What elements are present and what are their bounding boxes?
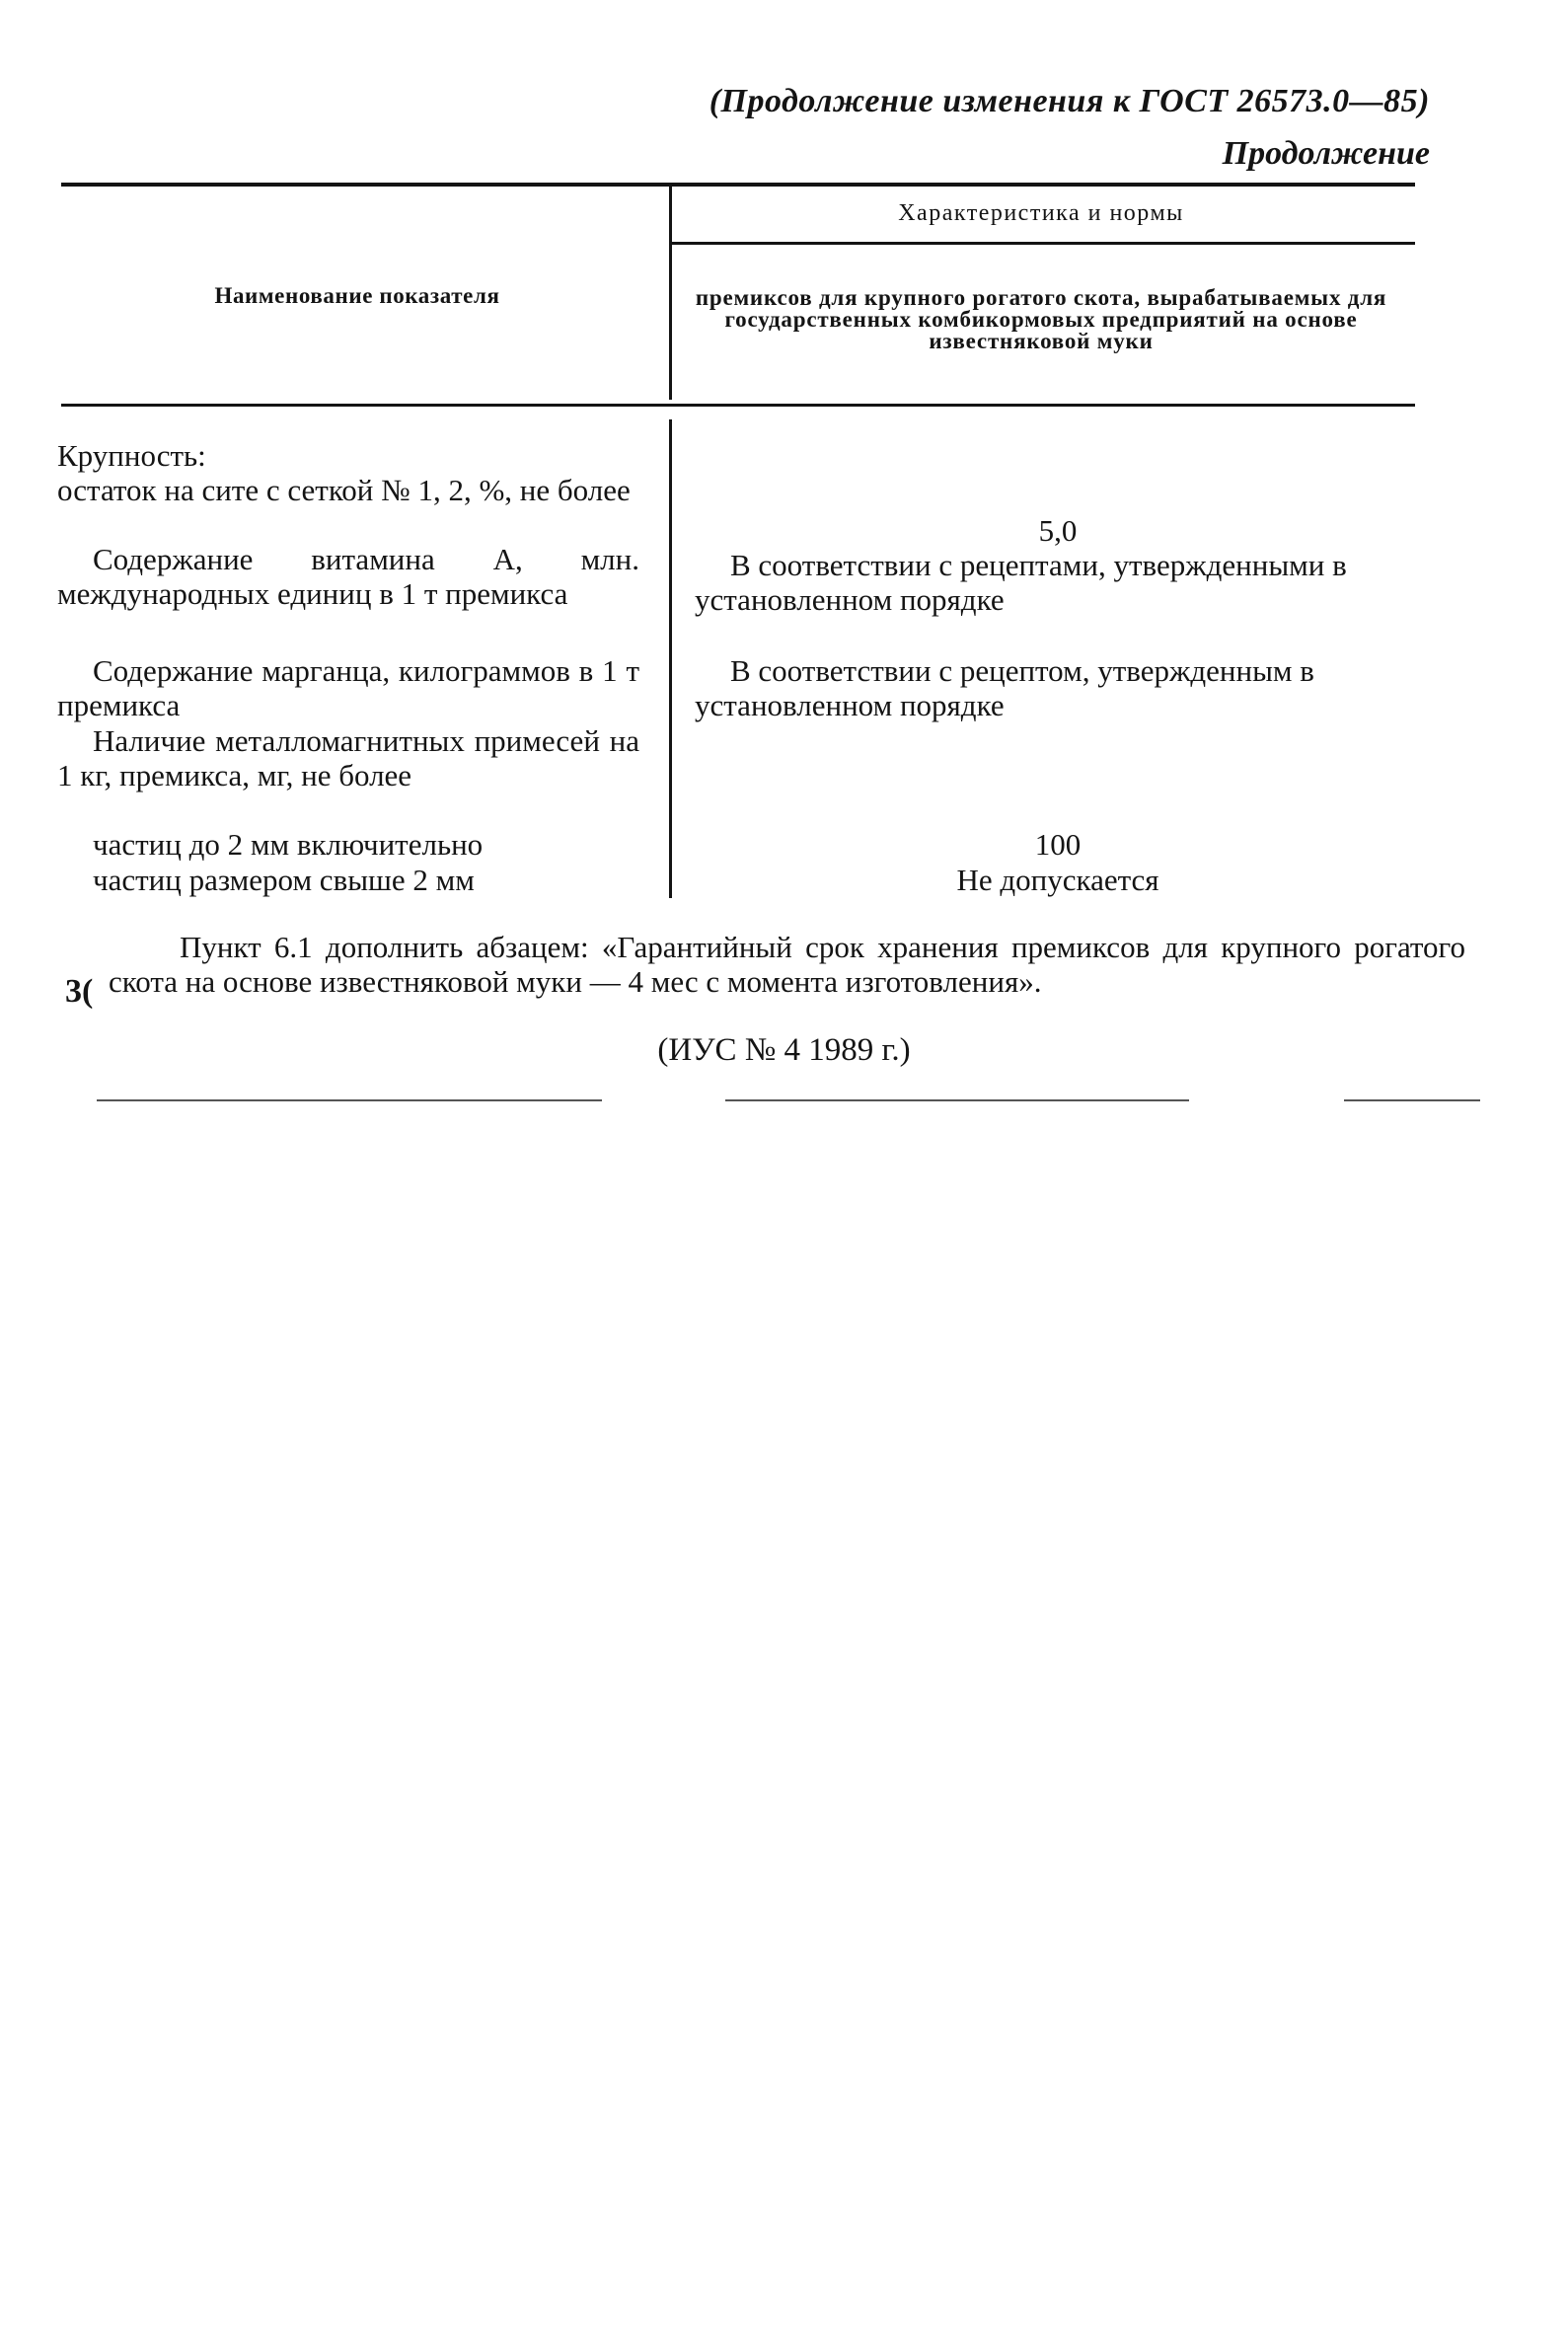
- table-header-bottom-rule: [61, 404, 1415, 407]
- row-name-vitamin-a: Содержание витамина А, млн. международных единиц в 1 т премикса: [57, 542, 639, 611]
- table-top-rule: [61, 183, 1415, 187]
- cut-line-right: [1344, 1099, 1480, 1101]
- cut-line-middle: [725, 1099, 1189, 1101]
- right-column-header: Характеристика и нормы: [898, 200, 1184, 226]
- margin-page-mark: 3(: [65, 973, 94, 1010]
- row-name-particles-over-2mm: частиц размером свыше 2 мм: [93, 863, 475, 897]
- subheader-rule: [671, 242, 1415, 245]
- right-column-subheader: премиксов для крупного рогатого скота, вырабатываемых для государственных комбикормовых предприятий на основе известняковой муки: [695, 285, 1387, 353]
- continuation-header: (Продолжение изменения к ГОСТ 26573.0—85): [709, 83, 1430, 119]
- row-name-manganese: Содержание марганца, килограммов в 1 т премикса: [57, 653, 639, 722]
- left-column-header: Наименование показателя: [214, 283, 500, 308]
- cut-line-left: [97, 1099, 602, 1101]
- row-name-particles-up-to-2mm: частиц до 2 мм включительно: [93, 827, 484, 862]
- row-value-fineness: 5,0: [1038, 513, 1078, 548]
- row-name-fineness: Крупность: остаток на сите с сеткой № 1, 2, %, не более: [57, 438, 631, 507]
- ius-reference: (ИУС № 4 1989 г.): [657, 1032, 911, 1068]
- row-name-metal-impurities: Наличие металломагнитных примесей на 1 кг, премикса, мг, не более: [57, 723, 639, 792]
- row-value-particles-up-to-2mm: 100: [1034, 827, 1082, 862]
- row-value-vitamin-a: В соответствии с рецептами, утвержденными в установленном порядке: [695, 548, 1347, 617]
- row-value-manganese: В соответствии с рецептом, утвержденным в установленном порядке: [695, 653, 1314, 722]
- row-value-particles-over-2mm: Не допускается: [956, 863, 1159, 897]
- table-continuation-label: Продолжение: [1222, 135, 1430, 172]
- amendment-paragraph: Пункт 6.1 дополнить абзацем: «Гарантийный срок хранения премиксов для крупного рогатого скота на основе известняковой муки — 4 мес с момента изготовления».: [109, 930, 1465, 999]
